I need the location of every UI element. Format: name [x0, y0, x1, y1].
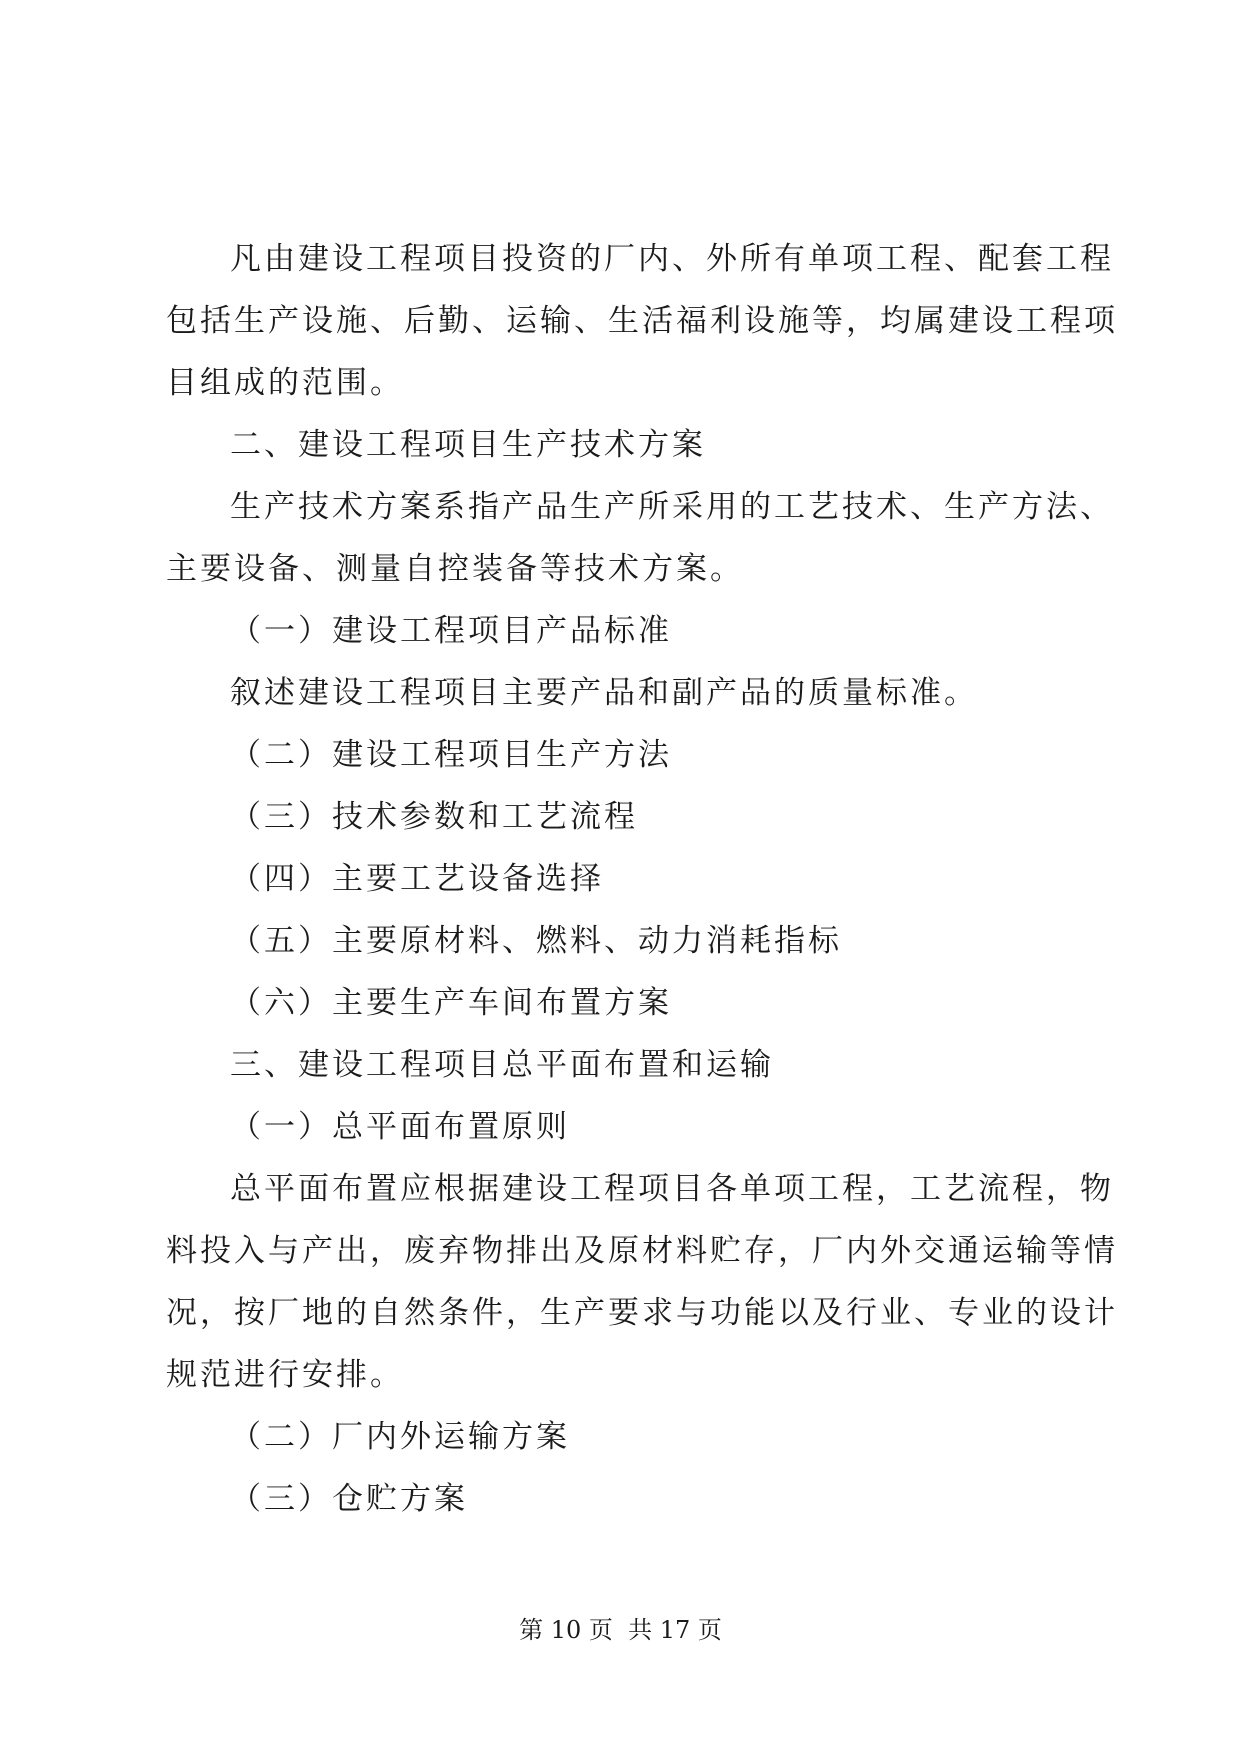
section-heading: 二、建设工程项目生产技术方案	[230, 427, 706, 463]
paragraph-line: 目组成的范围。	[166, 365, 404, 401]
subsection-heading: （一）总平面布置原则	[230, 1109, 570, 1145]
page-number-footer: 第 10 页 共 17 页	[519, 1616, 722, 1644]
subsection-heading: （二）厂内外运输方案	[230, 1419, 570, 1455]
subsection-heading: （四）主要工艺设备选择	[230, 861, 604, 897]
paragraph-line: 规范进行安排。	[166, 1357, 404, 1393]
subsection-heading: （三）仓贮方案	[230, 1481, 468, 1517]
subsection-heading: （六）主要生产车间布置方案	[230, 985, 672, 1021]
paragraph-line: 叙述建设工程项目主要产品和副产品的质量标准。	[230, 675, 978, 711]
subsection-heading: （二）建设工程项目生产方法	[230, 737, 672, 773]
paragraph-line: 总平面布置应根据建设工程项目各单项工程，工艺流程，物	[230, 1171, 1114, 1207]
paragraph-line: 料投入与产出，废弃物排出及原材料贮存，厂内外交通运输等情	[166, 1233, 1118, 1269]
paragraph-line: 凡由建设工程项目投资的厂内、外所有单项工程、配套工程	[230, 241, 1114, 277]
section-heading: 三、建设工程项目总平面布置和运输	[230, 1047, 774, 1083]
paragraph-line: 况，按厂地的自然条件，生产要求与功能以及行业、专业的设计	[166, 1295, 1118, 1331]
paragraph-line: 主要设备、测量自控装备等技术方案。	[166, 551, 744, 587]
paragraph-line: 包括生产设施、后勤、运输、生活福利设施等，均属建设工程项	[166, 303, 1118, 339]
subsection-heading: （五）主要原材料、燃料、动力消耗指标	[230, 923, 842, 959]
paragraph-line: 生产技术方案系指产品生产所采用的工艺技术、生产方法、	[230, 489, 1114, 525]
subsection-heading: （一）建设工程项目产品标准	[230, 613, 672, 649]
subsection-heading: （三）技术参数和工艺流程	[230, 799, 638, 835]
document-body	[166, 228, 1118, 1530]
